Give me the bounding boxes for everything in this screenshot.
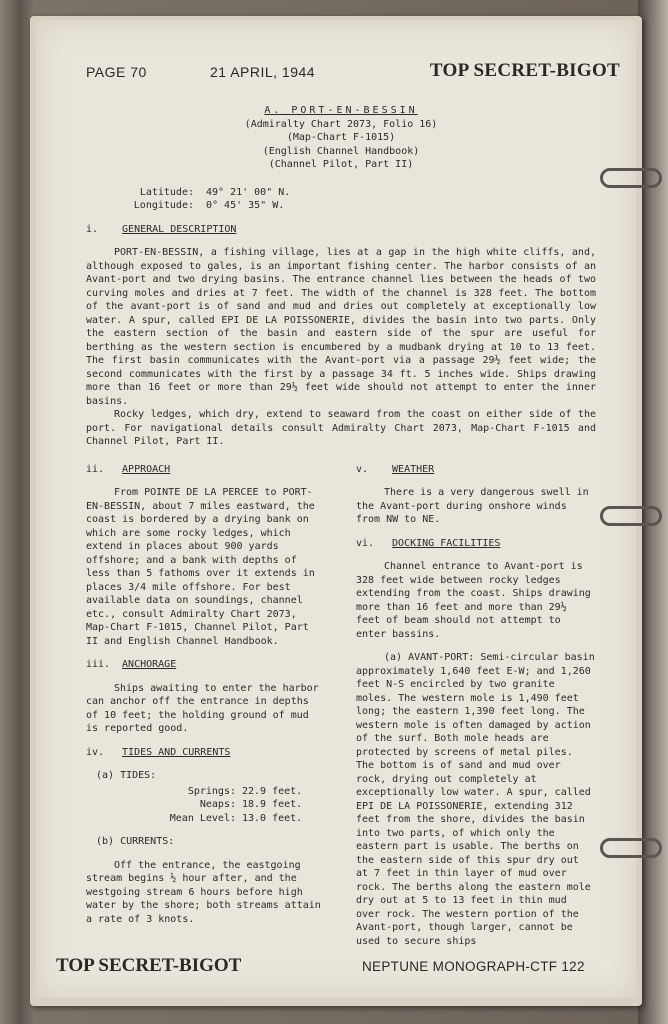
tide-row (86, 785, 326, 799)
page-footer (56, 955, 596, 979)
coordinates (118, 186, 596, 213)
general-description-text: PORT-EN-BESSIN, a fishing village, lies at a gap in the high white cliffs, and, although exposed to gales, is an important fishing center. The harbor consists of an Avant-port and two drying basins. The entrance channel lies between the heads of two curving moles and dries at 7 feet. The width of the channel is 328 feet. The bottom of the avant-port is of sand and mud and dries out completely at exceptionally low water. A spur, called EPI DE LA POISSONERIE, divides the basin into two parts. Only the eastern section of the basin and eastern side of the spur are useful for berthing as the western section is encumbered by a mudbank drying at 10 to 13 feet. The first basin communicates with the Avant-port via a passage 29½ feet wide; the second communicates with the first by a passage 34 ft. 5 inches wide. Ships drawing more than 16 feet or more than 29½ feet wide should not attempt to enter the inner basins. (86, 247, 596, 407)
longitude-label: Longitude: (133, 200, 194, 211)
left-column (86, 463, 326, 949)
section-general-description (86, 223, 596, 237)
document-page (36, 20, 636, 998)
anchorage-text: Ships awaiting to enter the harbor can anchor off the entrance in depths of 10 feet; the holding ground of mud is reported good. (86, 682, 319, 734)
avant-port-text: (a) AVANT-PORT: Semi-circular basin approximately 1,640 feet E-W; and 1,260 feet N-S encircled by two granite moles. The western mole is 1,490 feet long; the eastern 1,390 feet long. The western mole is often damaged by action of the surf. Both mole heads are protected by screens of metal piles. The bottom is of sand and mud over rock, drying out completely at exceptionally low water. A spur, called EPI DE LA POISSONERIE, extending 312 feet from the shore, divides the basin into two parts, of which only the eastern part is usable. The berths on the eastern side of this spur dry out at 7 feet in thin layer of mud over rock. The berths along the eastern mole dry out at 5 to 13 feet in thin mud over rock. The western portion of the Avant-port, though larger, cannot be used to secure ships (356, 652, 595, 947)
reference-line: (English Channel Handbook) (262, 145, 420, 157)
section-heading: ANCHORAGE (122, 659, 177, 670)
reference-line: (Channel Pilot, Part II) (268, 159, 414, 170)
reference-line: (Map-Chart F-1015) (286, 132, 396, 143)
tide-row (86, 812, 326, 826)
tide-label: Neaps: (199, 799, 236, 810)
tides-table (86, 785, 326, 826)
footer-monograph: NEPTUNE MONOGRAPH-CTF 122 (362, 959, 585, 974)
currents-label: (b) CURRENTS: (96, 836, 175, 847)
two-column-section (86, 463, 596, 949)
page-number: PAGE 70 (86, 64, 147, 80)
weather-text: There is a very dangerous swell in the Avant-port during onshore winds from NW to NE. (356, 487, 589, 525)
title-block (86, 104, 596, 172)
section-number: iii. (86, 659, 111, 670)
currents-text: Off the entrance, the eastgoing stream begins ½ hour after, and the westgoing stream 6 hours before high water by the shore; both streams attain a rate of 3 knots. (86, 859, 321, 925)
page-date: 21 APRIL, 1944 (210, 64, 316, 80)
tides-label: (a) TIDES: (96, 770, 157, 781)
general-description-text-2: Rocky ledges, which dry, extend to seaward from the coast on either side of the port. For navigational details consult Admiralty Chart 2073, Map-Chart F-1015 and Channel Pilot, Part II. (86, 409, 596, 447)
tide-value: 18.9 feet. (242, 799, 303, 810)
section-number: ii. (86, 463, 105, 475)
header-classification: TOP SECRET-BIGOT (429, 60, 620, 81)
section-heading: DOCKING FACILITIES (392, 537, 501, 549)
section-anchorage (86, 658, 326, 672)
tide-label: Mean Level: (169, 812, 236, 824)
tide-value: 13.0 feet. (242, 812, 303, 824)
latitude-value: 49° 21' 00" N. (206, 186, 291, 198)
tide-value: 22.9 feet. (242, 785, 303, 797)
reference-line: (Admiralty Chart 2073, Folio 16) (244, 118, 438, 130)
section-heading: APPROACH (122, 463, 171, 475)
approach-text: From POINTE DE LA PERCEE to PORT-EN-BESSIN, about 7 miles eastward, the coast is bordered by a drying bank on which are some rocky ledges, which extend in places about 900 yards offshore; and a bank with depths of less than 5 fathoms over it extends in places 3/4 mile offshore. For best available data on soundings, channel etc., consult Admiralty Chart 2073, Map-Chart F-1015, Channel Pilot, Part II and English Channel Handbook. (86, 487, 315, 647)
section-number: v. (356, 463, 369, 475)
page-header (80, 60, 620, 84)
section-heading: TIDES AND CURRENTS (122, 746, 231, 758)
document-title: A. PORT-EN-BESSIN (264, 105, 418, 116)
latitude-label: Latitude: (139, 186, 194, 198)
binder-ring (600, 838, 662, 858)
section-heading: WEATHER (392, 463, 435, 475)
section-heading: GENERAL DESCRIPTION (122, 223, 237, 235)
tide-label: Springs: (187, 785, 236, 797)
docking-text: Channel entrance to Avant-port is 328 feet wide between rocky ledges extending from the coast. Ships drawing more than 16 feet and more than 29½ feet of beam should not attempt to enter bassins. (356, 561, 591, 640)
section-approach (86, 463, 326, 477)
binder-ring (600, 506, 662, 526)
section-weather (356, 463, 596, 477)
section-number: iv. (86, 746, 105, 758)
binder-ring (600, 168, 662, 188)
section-tides-currents (86, 746, 326, 760)
tide-row (86, 798, 326, 812)
section-number: vi. (356, 537, 375, 549)
section-docking-facilities (356, 537, 596, 551)
section-number: i. (86, 223, 99, 235)
right-column (356, 463, 596, 949)
document-body (86, 104, 596, 948)
longitude-value: 0° 45' 35" W. (206, 200, 285, 211)
footer-classification: TOP SECRET-BIGOT (56, 955, 242, 976)
